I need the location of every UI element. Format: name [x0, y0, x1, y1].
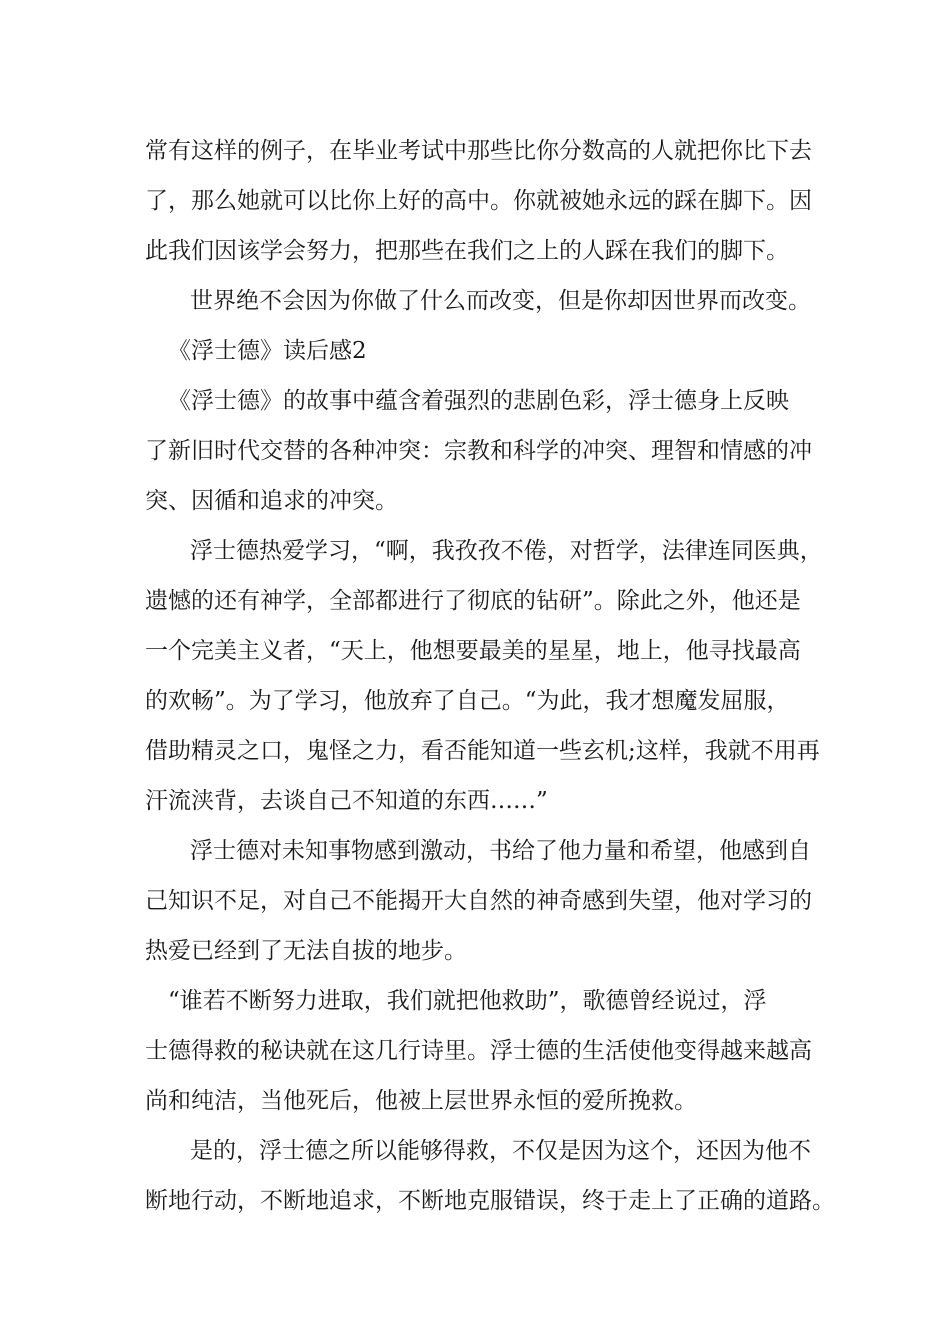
text-line: 《浮士德》的故事中蕴含着强烈的悲剧色彩，浮士德身上反映 [168, 388, 789, 414]
text-line: 汗流浃背，去谈自己不知道的东西……” [145, 788, 548, 814]
text-line: 此我们因该学会努力，把那些在我们之上的人踩在我们的脚下。 [145, 238, 789, 264]
text-line: 了新旧时代交替的各种冲突：宗教和科学的冲突、理智和情感的冲 [145, 438, 812, 464]
text-line: 世界绝不会因为你做了什么而改变，但是你却因世界而改变。 [190, 288, 811, 314]
text-line: 热爱已经到了无法自拔的地步。 [145, 938, 467, 964]
text-line: “谁若不断努力进取，我们就把他救助”，歌德曾经说过，浮 [168, 988, 767, 1014]
text-line: 一个完美主义者，“天上，他想要最美的星星，地上，他寻找最高 [145, 638, 801, 664]
text-line: 己知识不足，对自己不能揭开大自然的神奇感到失望，他对学习的 [145, 888, 812, 914]
text-line: 断地行动，不断地追求，不断地克服错误，终于走上了正确的道路。 [145, 1188, 835, 1214]
text-line: 士德得救的秘诀就在这几行诗里。浮士德的生活使他变得越来越高 [145, 1038, 812, 1064]
text-line: 突、因循和追求的冲突。 [145, 488, 398, 514]
text-line: 借助精灵之口，鬼怪之力，看否能知道一些玄机;这样，我就不用再 [145, 738, 820, 764]
text-line: 了，那么她就可以比你上好的高中。你就被她永远的踩在脚下。因 [145, 188, 812, 214]
text-line: 常有这样的例子，在毕业考试中那些比你分数高的人就把你比下去 [145, 138, 812, 164]
text-line: 的欢畅”。为了学习，他放弃了自己。“为此，我才想魔发屈服， [145, 688, 790, 714]
text-line: 是的，浮士德之所以能够得救，不仅是因为这个，还因为他不 [190, 1138, 811, 1164]
section-heading: 《浮士德》读后感2 [168, 338, 367, 364]
text-line: 遗憾的还有神学，全部都进行了彻底的钻研”。除此之外，他还是 [145, 588, 801, 614]
text-line: 浮士德热爱学习，“啊，我孜孜不倦，对哲学，法律连同医典， [190, 538, 823, 564]
text-line: 浮士德对未知事物感到激动，书给了他力量和希望，他感到自 [190, 838, 811, 864]
text-line: 尚和纯洁，当他死后，他被上层世界永恒的爱所挽救。 [145, 1088, 697, 1114]
